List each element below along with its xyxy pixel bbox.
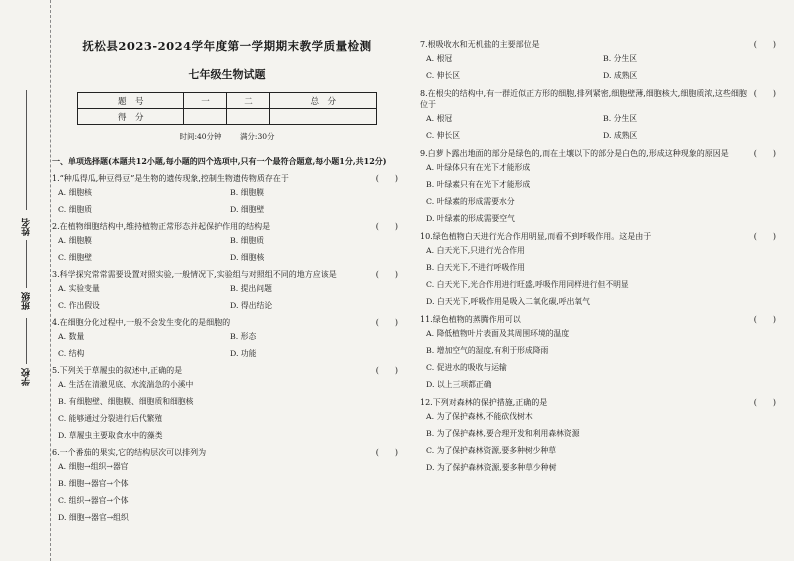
answer-parentheses: ( ) (375, 318, 398, 327)
class-line (26, 240, 27, 288)
option-list (420, 329, 780, 390)
score-table-row (78, 109, 377, 125)
right-column (420, 32, 780, 473)
question-stem (52, 365, 402, 376)
option-item: B. 分生区 (603, 114, 638, 123)
exam-time: 时间:40分钟 (179, 132, 222, 141)
answer-parentheses: ( ) (753, 232, 776, 241)
option-item: B. 细胞质 (230, 236, 265, 245)
score-cell: 总 分 (270, 93, 377, 109)
score-cell: 得 分 (78, 109, 184, 125)
question-text: 2.在植物细胞结构中,维持植物正常形态并起保护作用的结构是 (52, 222, 271, 231)
question-item (420, 148, 780, 224)
question-stem (52, 269, 402, 280)
option-list (420, 246, 780, 307)
option-item: B. 形态 (230, 332, 257, 341)
score-table-row (78, 93, 377, 109)
option-item: C. 叶绿素的形成需要水分 (426, 197, 515, 206)
question-text: 8.在根尖的结构中,有一群近似正方形的细胞,排列紧密,细胞壁薄,细胞核大,细胞质浓,这些细胞位于 (420, 89, 747, 109)
option-item: C. 作出假设 (58, 301, 100, 310)
question-item (420, 39, 780, 81)
option-item: C. 细胞质 (58, 205, 93, 214)
option-list (420, 114, 780, 141)
option-item: B. 分生区 (603, 54, 638, 63)
answer-parentheses: ( ) (753, 149, 776, 158)
option-item: D. 细胞壁 (230, 205, 265, 214)
question-item (52, 221, 402, 263)
school-label: 学校 (22, 368, 32, 386)
option-item: B. 提出问题 (230, 284, 272, 293)
option-item: D. 得出结论 (230, 301, 273, 310)
option-item: C. 伸长区 (426, 131, 461, 140)
question-text: 5.下列关于草履虫的叙述中,正确的是 (52, 366, 183, 375)
question-list-left (52, 173, 402, 523)
option-item: C. 伸长区 (426, 71, 461, 80)
option-item: A. 实验变量 (58, 284, 100, 293)
answer-parentheses: ( ) (375, 270, 398, 279)
option-item: B. 细胞→器官→个体 (58, 479, 129, 488)
score-cell (227, 109, 270, 125)
score-cell: 一 (184, 93, 227, 109)
option-list (52, 380, 402, 441)
answer-parentheses: ( ) (753, 398, 776, 407)
option-item: B. 增加空气的湿度,有利于形成降雨 (426, 346, 549, 355)
option-item: B. 白天光下,不进行呼吸作用 (426, 263, 525, 272)
option-item: A. 细胞核 (58, 188, 92, 197)
answer-parentheses: ( ) (375, 448, 398, 457)
question-stem (420, 397, 780, 408)
option-item: A. 白天光下,只进行光合作用 (426, 246, 525, 255)
question-text: 6.一个番茄的果实,它的结构层次可以排列为 (52, 448, 207, 457)
question-stem (420, 231, 780, 242)
option-item: A. 数量 (58, 332, 85, 341)
option-item: D. 以上三项都正确 (426, 380, 492, 389)
option-item: A. 细胞→组织→器官 (58, 462, 129, 471)
option-item: D. 成熟区 (603, 71, 638, 80)
question-text: 7.根吸收水和无机盐的主要部位是 (420, 40, 540, 49)
option-item: B. 叶绿素只有在光下才能形成 (426, 180, 531, 189)
question-stem (420, 148, 780, 159)
question-text: 1.“种瓜得瓜,种豆得豆”是生物的遗传现象,控制生物遗传物质存在于 (52, 174, 289, 183)
score-cell: 二 (227, 93, 270, 109)
option-list (52, 462, 402, 523)
option-item: C. 为了保护森林资源,要多种树少种草 (426, 446, 557, 455)
school-line (26, 318, 27, 364)
question-item (420, 88, 780, 141)
question-item (52, 365, 402, 441)
question-stem (420, 39, 780, 50)
question-item (52, 447, 402, 523)
question-item (52, 269, 402, 311)
exam-title: 抚松县2023-2024学年度第一学期期末教学质量检测 (82, 39, 372, 53)
option-item: A. 根冠 (426, 54, 453, 63)
question-text: 4.在细胞分化过程中,一般不会发生变化的是细胞的 (52, 318, 231, 327)
option-item: C. 细胞壁 (58, 253, 93, 262)
option-item: A. 根冠 (426, 114, 453, 123)
option-item: B. 细胞膜 (230, 188, 265, 197)
question-item (52, 317, 402, 359)
option-item: D. 细胞核 (230, 253, 265, 262)
option-item: B. 为了保护森林,要合理开发和利用森林资源 (426, 429, 580, 438)
option-item: D. 白天光下,呼吸作用是吸入二氧化碳,呼出氧气 (426, 297, 591, 306)
answer-parentheses: ( ) (375, 222, 398, 231)
question-item (420, 231, 780, 307)
option-item: D. 为了保护森林资源,要多种草少种树 (426, 463, 557, 472)
option-item: C. 组织→器官→个体 (58, 496, 129, 505)
question-stem (52, 221, 402, 232)
score-cell (270, 109, 377, 125)
question-text: 3.科学探究常常需要设置对照实验,一般情况下,实验组与对照组不同的地方应该是 (52, 270, 337, 279)
exam-subject: 七年级生物试题 (188, 68, 266, 81)
option-list (52, 332, 402, 359)
question-text: 12.下列对森林的保护措施,正确的是 (420, 398, 548, 407)
binding-margin (0, 0, 51, 561)
option-item: D. 细胞→器官→组织 (58, 513, 129, 522)
question-stem (420, 88, 780, 110)
option-item: B. 有细胞壁、细胞膜、细胞质和细胞核 (58, 397, 194, 406)
option-item: C. 结构 (58, 349, 85, 358)
option-list (52, 236, 402, 263)
option-item: D. 草履虫主要取食水中的藻类 (58, 431, 163, 440)
option-list (420, 163, 780, 224)
question-list-right (420, 39, 780, 473)
answer-parentheses: ( ) (753, 315, 776, 324)
option-item: A. 生活在清澈见底、水流湍急的小溪中 (58, 380, 194, 389)
question-stem (420, 314, 780, 325)
option-item: C. 促进水的吸收与运输 (426, 363, 507, 372)
option-item: D. 功能 (230, 349, 257, 358)
answer-parentheses: ( ) (753, 40, 776, 49)
option-item: A. 降低植物叶片表面及其周围环境的温度 (426, 329, 570, 338)
question-item (420, 314, 780, 390)
score-cell (184, 109, 227, 125)
exam-meta (52, 131, 402, 142)
question-text: 11.绿色植物的蒸腾作用可以 (420, 315, 521, 324)
answer-parentheses: ( ) (375, 174, 398, 183)
option-list (52, 188, 402, 215)
exam-full-score: 满分:30分 (239, 132, 275, 141)
class-label: 班级 (22, 292, 32, 310)
option-item: A. 为了保护森林,不能砍伐树木 (426, 412, 533, 421)
answer-parentheses: ( ) (753, 89, 776, 98)
option-item: C. 能够通过分裂进行后代繁殖 (58, 414, 163, 423)
section-heading: 一、单项选择题(本题共12小题,每小题的四个选项中,只有一个最符合题意,每小题1分,共12分) (52, 156, 387, 166)
option-item: A. 叶绿体只有在光下才能形成 (426, 163, 531, 172)
question-stem (52, 173, 402, 184)
option-item: D. 成熟区 (603, 131, 638, 140)
score-cell: 题 号 (78, 93, 184, 109)
question-item (52, 173, 402, 215)
question-stem (52, 447, 402, 458)
question-text: 10.绿色植物白天进行光合作用明显,而看不到呼吸作用。这是由于 (420, 232, 652, 241)
answer-parentheses: ( ) (375, 366, 398, 375)
name-label: 姓名 (22, 218, 32, 236)
question-stem (52, 317, 402, 328)
option-list (420, 54, 780, 81)
score-table (77, 92, 377, 125)
option-item: C. 白天光下,光合作用进行旺盛,呼吸作用同样进行但不明显 (426, 280, 629, 289)
option-item: A. 细胞膜 (58, 236, 92, 245)
left-column (52, 30, 402, 523)
option-item: D. 叶绿素的形成需要空气 (426, 214, 515, 223)
option-list (52, 284, 402, 311)
name-line (26, 90, 27, 210)
question-item (420, 397, 780, 473)
question-text: 9.白萝卜露出地面的部分是绿色的,而在土壤以下的部分是白色的,形成这种现象的原因是 (420, 149, 729, 158)
option-list (420, 412, 780, 473)
